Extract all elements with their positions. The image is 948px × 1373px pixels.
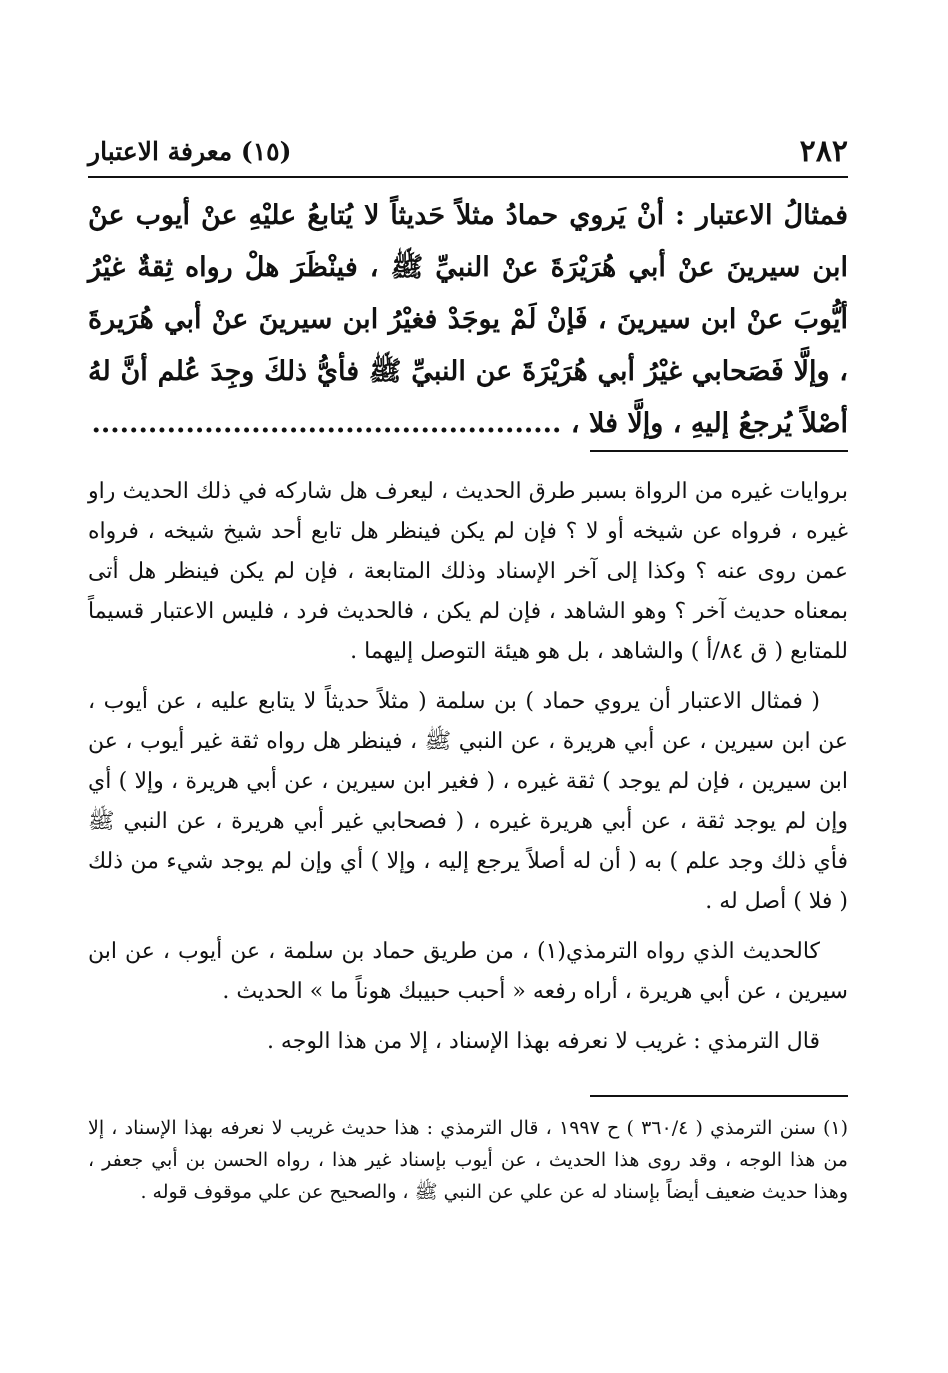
commentary-paragraph: ( فمثال الاعتبار أن يروي حماد ) بن سلمة ( مثلاً حديثاً لا يتابع عليه ، عن أيوب ، عن ابن سيرين ، عن أبي هريرة ، عن النبي ﷺ ، فينظر هل رواه ثقة غير أيوب ، عن ابن سيرين ، فإن لم يوجد ) ثقة غيره ، ( فغير ابن سيرين ، عن أبي هريرة ، وإلا ) أي وإن لم يوجد ثقة ، عن أبي هريرة غيره ، ( فصحابي غير أبي هريرة ، عن النبي ﷺ فأي ذلك وجد علم ) به ( أن له أصلاً يرجع إليه ، وإلا ) أي وإن لم يوجد شيء من ذلك ( فلا ) أصل له . <box>88 689 848 914</box>
commentary-paragraph: قال الترمذي : غريب لا نعرفه بهذا الإسناد ، إلا من هذا الوجه . <box>266 1029 820 1054</box>
footnote-separator <box>590 1095 848 1097</box>
footnote: (١) سنن الترمذي ( ٣٦٠/٤ ) ح ١٩٩٧ ، قال الترمذي : هذا حديث غريب لا نعرفه بهذا الإسناد ، إلا من هذا الوجه ، وقد روى هذا الحديث ، عن أيوب بإسناد غير هذا ، رواه الحسن بن أبي جعفر ، وهذا حديث ضعيف أيضاً بإسناد له عن علي عن النبي ﷺ ، والصحيح عن علي موقوف قوله . <box>88 1117 849 1203</box>
matn-text: فمثالُ الاعتبار : أنْ يَروي حمادُ مثلاً حَديثاً لا يُتابعُ عليْهِ عنْ أيوب عنْ ابن سيرينَ عنْ أبي هُرَيْرَةَ عنْ النبيِّ ﷺ ، فينْظَرَ هلْ رواه ثِقةٌ غيْرُ أيُّوبَ عنْ ابن سيرينَ ، فَإنْ لَمْ يوجَدْ فغيْرُ ابن سيرينَ عنْ أبي هُرَيرةَ ، وإلَّا فَصَحابي غيْرُ أبي هُرَيْرَةَ عن النبيِّ ﷺ فأيُّ ذلكَ وجِدَ عُلم أنَّ لهُ أصْلاً يُرجعُ إليهِ ، وإلَّا فلا ، .................................................. <box>88 200 848 439</box>
page-number: ٢٨٢ <box>799 134 848 169</box>
commentary-paragraph: كالحديث الذي رواه الترمذي(١) ، من طريق حماد بن سلمة ، عن أيوب ، عن ابن سيرين ، عن أبي هريرة ، أراه رفعه « أحبب حبيبك هوناً ما » الحديث . <box>88 939 848 1004</box>
page-header <box>88 132 848 172</box>
section-title: (١٥) معرفة الاعتبار <box>88 137 292 166</box>
header-rule <box>88 176 848 178</box>
commentary <box>88 472 848 1072</box>
matn-separator <box>590 450 848 452</box>
commentary-paragraph: بروايات غيره من الرواة بسبر طرق الحديث ، ليعرف هل شاركه في ذلك الحديث راو غيره ، فرواه عن شيخه أو لا ؟ فإن لم يكن فينظر هل تابع أحد شيخ شيخه ، فرواه عمن روى عنه ؟ وكذا إلى آخر الإسناد وذلك المتابعة ، فإن لم يكن فينظر هل أتى بمعناه حديث آخر ؟ وهو الشاهد ، فإن لم يكن ، فالحديث فرد ، فليس الاعتبار قسيماً للمتابع ( ق ٨٤/أ ) والشاهد ، بل هو هيئة التوصل إليهما . <box>88 479 848 664</box>
